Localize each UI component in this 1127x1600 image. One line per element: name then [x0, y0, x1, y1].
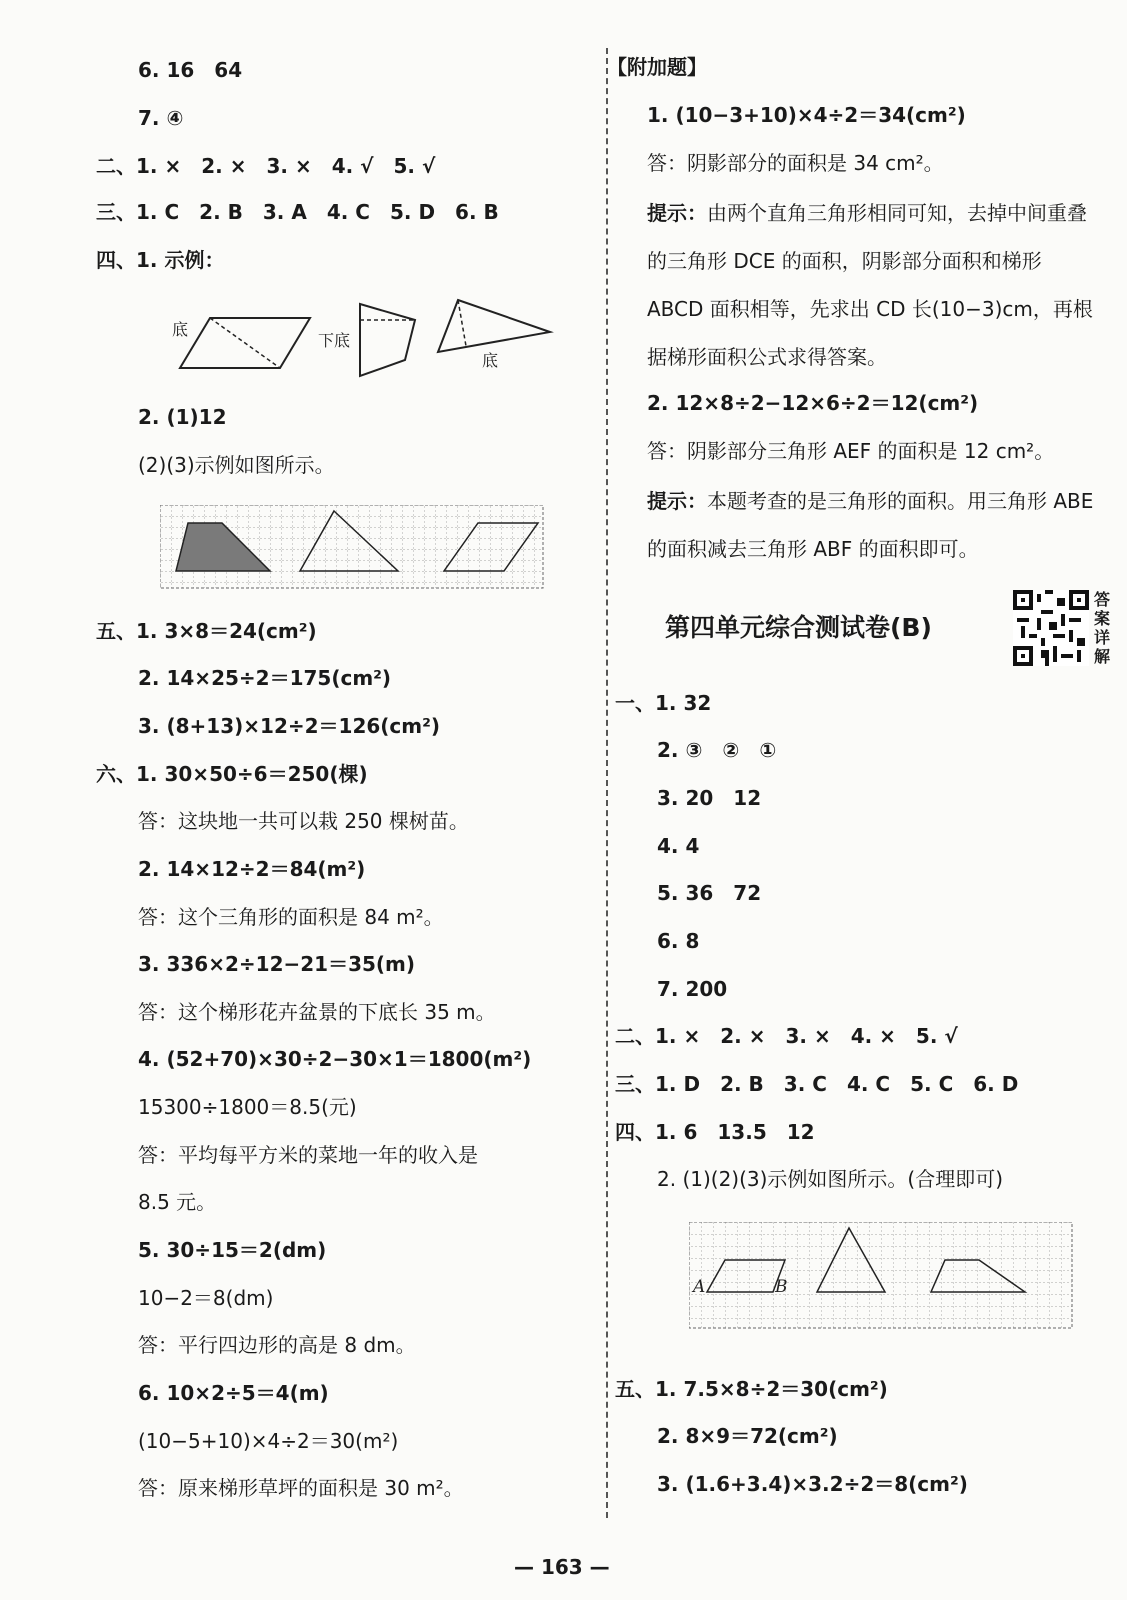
- answer-line: 10−2＝8(dm): [138, 1286, 274, 1310]
- label-lower-base: 下底: [318, 331, 351, 350]
- answer-line: (2)(3)示例如图所示。: [138, 453, 335, 477]
- hint-block: [647, 189, 1102, 381]
- answer-line: 2. 12×8÷2−12×6÷2＝12(cm²): [647, 391, 979, 415]
- answer-line: 6. 10×2÷5＝4(m): [138, 1381, 329, 1405]
- section-title: 第四单元综合测试卷(B): [665, 613, 932, 642]
- answer-line: 3. (8+13)×12÷2＝126(cm²): [138, 714, 441, 738]
- answer-line: 答：平行四边形的高是 8 dm。: [138, 1333, 416, 1357]
- answer-line: 6. 8: [657, 929, 700, 953]
- qr-code-icon[interactable]: [1013, 590, 1089, 666]
- answer-line: 4. (52+70)×30÷2−30×1＝1800(m²): [138, 1047, 532, 1071]
- answer-line: 6. 16 64: [138, 58, 243, 82]
- answer-line: 7. 200: [657, 977, 728, 1001]
- answer-line: 三、1. C 2. B 3. A 4. C 5. D 6. B: [96, 200, 499, 224]
- answer-line: 三、1. D 2. B 3. C 4. C 5. C 6. D: [615, 1072, 1019, 1096]
- answer-line: 二、1. × 2. × 3. × 4. × 5. √: [615, 1024, 958, 1048]
- answer-line: 一、1. 32: [615, 691, 712, 715]
- answer-line: 答：这个三角形的面积是 84 m²。: [138, 905, 444, 929]
- answer-line: 5. 30÷15＝2(dm): [138, 1238, 327, 1262]
- grid-shapes-figure: [689, 1222, 1074, 1330]
- point-label-a: A: [693, 1277, 706, 1297]
- point-label-b: B: [775, 1277, 788, 1297]
- answer-line: 1. (10−3+10)×4÷2＝34(cm²): [647, 103, 966, 127]
- page-number: — 163 —: [514, 1555, 610, 1579]
- section-heading: 【附加题】: [607, 55, 707, 79]
- answer-line: 2. (1)(2)(3)示例如图所示。(合理即可): [657, 1167, 1004, 1191]
- answer-line: 2. 8×9＝72(cm²): [657, 1424, 838, 1448]
- answer-line: 五、1. 3×8＝24(cm²): [96, 619, 317, 643]
- answer-line: 二、1. × 2. × 3. × 4. √ 5. √: [96, 154, 436, 178]
- answer-line: 答：阴影部分的面积是 34 cm²。: [647, 151, 944, 175]
- answer-line: (10−5+10)×4÷2＝30(m²): [138, 1429, 399, 1453]
- answer-line: 3. (1.6+3.4)×3.2÷2＝8(cm²): [657, 1472, 968, 1496]
- answer-line: 2. 14×12÷2＝84(m²): [138, 857, 366, 881]
- shapes-heights-figure: [160, 290, 560, 380]
- answer-line: 答：原来梯形草坪的面积是 30 m²。: [138, 1476, 464, 1500]
- hint-label: 提示：: [647, 201, 707, 225]
- label-base: 底: [172, 320, 189, 339]
- answer-line: 四、1. 6 13.5 12: [615, 1120, 815, 1144]
- answer-line: 答：阴影部分三角形 AEF 的面积是 12 cm²。: [647, 439, 1055, 463]
- hint-label: 提示：: [647, 489, 707, 513]
- answer-line: 六、1. 30×50÷6＝250(棵): [96, 762, 368, 786]
- answer-line: 7. ④: [138, 106, 184, 130]
- qr-caption: 答案详解: [1094, 590, 1111, 666]
- answer-line: 四、1. 示例：: [96, 248, 225, 272]
- answer-line: 答：这块地一共可以栽 250 棵树苗。: [138, 809, 469, 833]
- answer-line: 答：平均每平方米的菜地一年的收入是: [138, 1143, 478, 1167]
- answer-line: 2. 14×25÷2＝175(cm²): [138, 666, 392, 690]
- label-base: 底: [482, 351, 499, 370]
- answer-line: 2. (1)12: [138, 405, 227, 429]
- answer-line: 4. 4: [657, 834, 700, 858]
- answer-line: 3. 336×2÷12−21＝35(m): [138, 952, 416, 976]
- answer-line: 3. 20 12: [657, 786, 762, 810]
- hint-text: 由两个直角三角形相同可知，去掉中间重叠的三角形 DCE 的面积，阴影部分面积和梯形 ABCD 面积相等，先求出 CD 长(10−3)cm，再根据梯形面积公式求得答案。: [647, 201, 1093, 369]
- answer-line: 5. 36 72: [657, 881, 762, 905]
- grid-shapes-figure: [160, 505, 545, 590]
- hint-block: [647, 477, 1102, 573]
- answer-line: 8.5 元。: [138, 1190, 217, 1214]
- answer-line: 五、1. 7.5×8÷2＝30(cm²): [615, 1377, 888, 1401]
- answer-line: 答：这个梯形花卉盆景的下底长 35 m。: [138, 1000, 496, 1024]
- hint-text: 本题考查的是三角形的面积。用三角形 ABE 的面积减去三角形 ABF 的面积即可。: [647, 489, 1094, 561]
- answer-line: 15300÷1800＝8.5(元): [138, 1095, 357, 1119]
- column-divider: [606, 48, 608, 1518]
- answer-line: 2. ③ ② ①: [657, 738, 777, 762]
